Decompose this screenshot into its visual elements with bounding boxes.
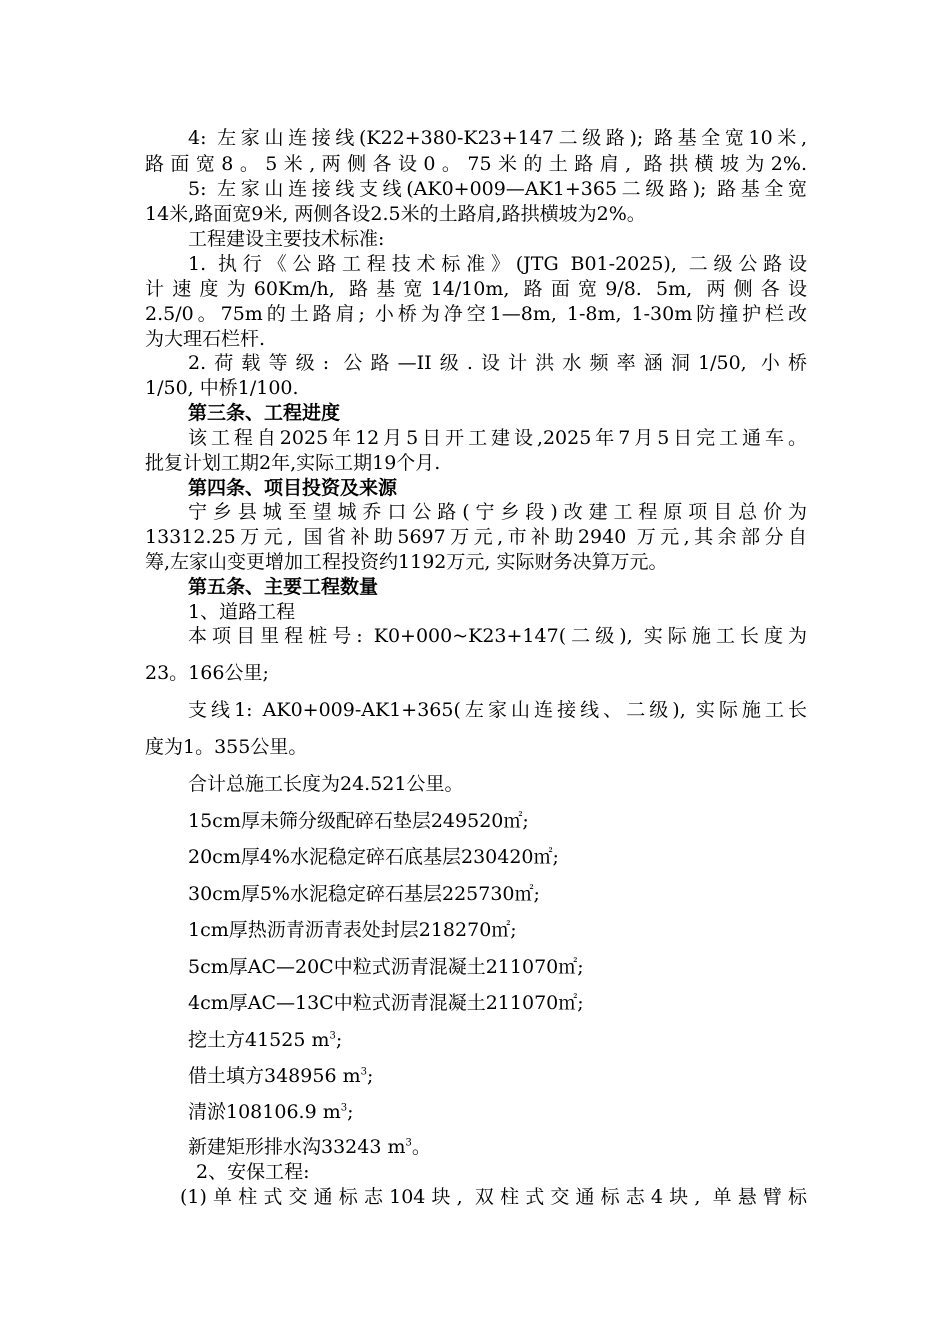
quantity-item bbox=[188, 1027, 807, 1053]
para-line: 批复计划工期2年,实际工期19个月. bbox=[145, 452, 441, 474]
quantity-item: 5cm厚AC—20C中粒式沥青混凝土211070㎡; bbox=[188, 956, 584, 978]
cube-superscript: 3 bbox=[340, 1102, 348, 1114]
line-end-punct: ; bbox=[347, 1101, 354, 1123]
para-line: 合计总施工长度为24.521公里。 bbox=[188, 773, 464, 795]
subsection-heading: 2、安保工程: bbox=[196, 1161, 310, 1183]
para-line: 2.5/0。75m的土路肩; 小桥为净空1—8m, 1-8m, 1-30m防撞护栏改 bbox=[145, 303, 807, 325]
line-end-punct: ; bbox=[335, 1029, 343, 1051]
section-heading: 第五条、主要工程数量 bbox=[188, 576, 379, 598]
quantity-item: 1cm厚热沥青沥青表处封层218270㎡; bbox=[188, 919, 517, 941]
para-line: 1/50, 中桥1/100. bbox=[145, 377, 299, 399]
section-heading: 第四条、项目投资及来源 bbox=[188, 477, 398, 499]
cube-superscript: 3 bbox=[360, 1066, 367, 1078]
cube-superscript: 3 bbox=[405, 1137, 412, 1149]
quantity-item: 4cm厚AC—13C中粒式沥青混凝土211070㎡; bbox=[188, 992, 584, 1014]
para-line: 为大理石栏杆. bbox=[145, 328, 266, 350]
quantity-text: 挖土方41525 m bbox=[188, 1029, 330, 1051]
para-line: 本项目里程桩号: K0+000~K23+147(二级), 实际施工长度为 bbox=[188, 625, 807, 647]
quantity-item bbox=[188, 1134, 807, 1160]
para-line: 13312.25万元, 国省补助5697万元,市补助2940 万元,其余部分自 bbox=[145, 526, 807, 548]
para-line: 5: 左家山连接线支线(AK0+009—AK1+365二级路); 路基全宽 bbox=[188, 178, 807, 200]
subsection-heading: 1、道路工程 bbox=[188, 601, 296, 623]
quantity-item: 30cm厚5%水泥稳定碎石基层225730㎡; bbox=[188, 883, 540, 905]
para-line: 支线1: AK0+009-AK1+365(左家山连接线、二级), 实际施工长 bbox=[188, 699, 807, 721]
quantity-item bbox=[188, 1063, 807, 1089]
line-end-punct: 。 bbox=[411, 1136, 431, 1158]
para-line: 筹,左家山变更增加工程投资约1192万元, 实际财务决算万元。 bbox=[145, 551, 668, 573]
line-end-punct: ; bbox=[366, 1065, 374, 1087]
para-line: (1)单柱式交通标志104块, 双柱式交通标志4块, 单悬臂标 bbox=[180, 1186, 807, 1208]
para-line: 工程建设主要技术标准: bbox=[188, 228, 385, 250]
quantity-item: 20cm厚4%水泥稳定碎石底基层230420㎡; bbox=[188, 846, 559, 868]
quantity-item: 15cm厚未筛分级配碎石垫层249520㎡; bbox=[188, 810, 529, 832]
para-line: 计速度为60Km/h, 路基宽14/10m, 路面宽9/8. 5m, 两侧各设 bbox=[145, 278, 807, 300]
para-line: 14米,路面宽9米, 两侧各设2.5米的土路肩,路拱横坡为2%。 bbox=[145, 203, 646, 225]
quantity-item bbox=[188, 1099, 807, 1125]
para-line: 度为1。355公里。 bbox=[145, 736, 308, 758]
section-heading: 第三条、工程进度 bbox=[188, 402, 341, 424]
para-line: 2.荷载等级: 公路—II级.设计洪水频率涵洞1/50, 小桥 bbox=[188, 352, 807, 374]
para-line: 23。166公里; bbox=[145, 662, 269, 684]
para-line: 宁乡县城至望城乔口公路(宁乡段)改建工程原项目总价为 bbox=[188, 501, 807, 523]
para-line: 该工程自2025年12月5日开工建设,2025年7月5日完工通车。 bbox=[188, 427, 807, 449]
quantity-text: 清淤108106.9 m bbox=[188, 1101, 341, 1123]
para-line: 路面宽8。5米,两侧各设0。75米的土路肩, 路拱横坡为2%. bbox=[145, 153, 807, 175]
quantity-text: 借土填方348956 m bbox=[188, 1065, 361, 1087]
para-line: 1. 执行《公路工程技术标准》(JTG B01-2025), 二级公路设 bbox=[188, 253, 807, 275]
quantity-text: 新建矩形排水沟33243 m bbox=[188, 1136, 406, 1158]
cube-superscript: 3 bbox=[329, 1030, 336, 1042]
para-line: 4: 左家山连接线(K22+380-K23+147二级路); 路基全宽10米, bbox=[188, 127, 807, 149]
